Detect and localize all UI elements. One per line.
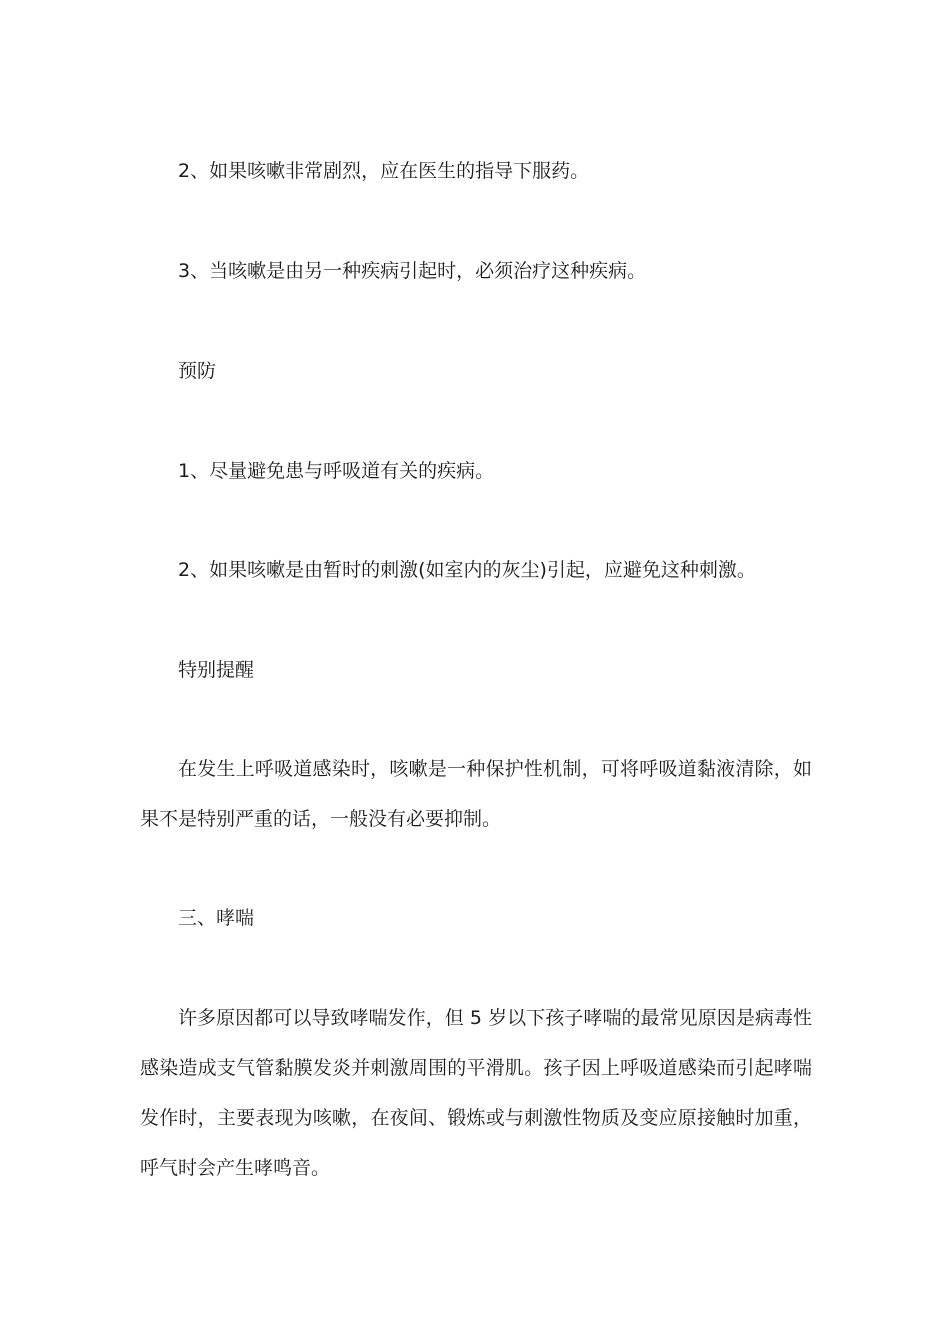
treatment-item-3: 3、当咳嗽是由另一种疾病引起时，必须治疗这种疾病。: [178, 260, 647, 282]
prevention-item-1: 1、尽量避免患与呼吸道有关的疾病。: [178, 460, 495, 482]
section-heading-special-reminder: 特别提醒: [178, 659, 255, 681]
special-reminder-paragraph: 在发生上呼吸道感染时，咳嗽是一种保护性机制，可将呼吸道黏液清除，如果不是特别严重的话，一般没有必要抑制。: [140, 758, 812, 830]
section-heading-asthma: 三、哮喘: [178, 907, 255, 929]
section-heading-prevention: 预防: [178, 360, 217, 382]
asthma-paragraph: 许多原因都可以导致哮喘发作，但 5 岁以下孩子哮喘的最常见原因是病毒性感染造成支气管黏膜发炎并刺激周围的平滑肌。孩子因上呼吸道感染而引起哮喘发作时，主要表现为咳嗽，在夜间、锻炼或与刺激性物质及变应原接触时加重，呼气时会产生哮鸣音。: [140, 1007, 812, 1179]
treatment-item-2: 2、如果咳嗽非常剧烈，应在医生的指导下服药。: [178, 160, 590, 182]
prevention-item-2: 2、如果咳嗽是由暂时的刺激(如室内的灰尘)引起，应避免这种刺激。: [178, 559, 756, 581]
